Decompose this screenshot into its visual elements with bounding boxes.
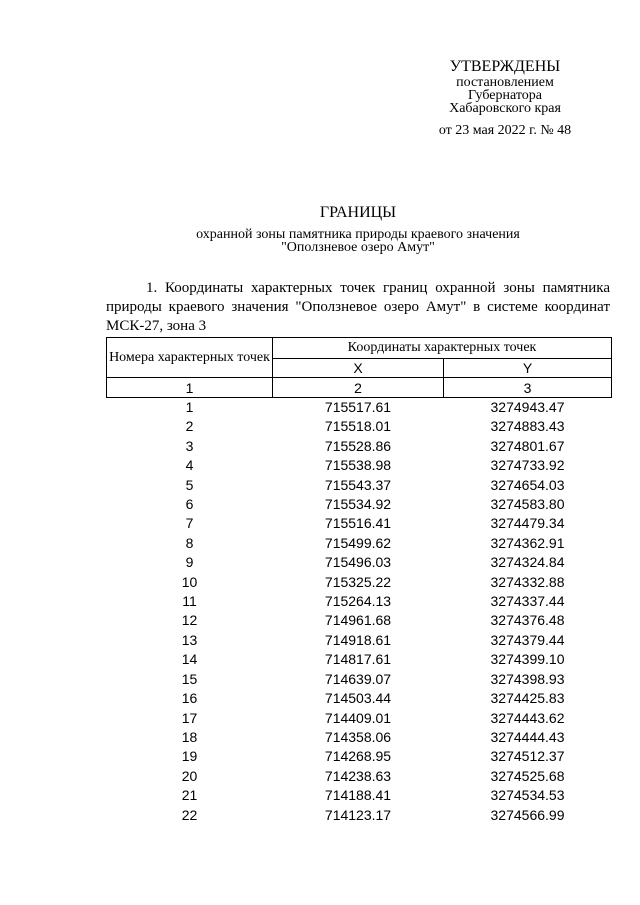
table-row [107,670,612,689]
table-row [107,553,612,572]
header-coordinates: Координаты характерных точек [273,338,612,359]
approval-line-1: постановлением [456,75,554,90]
y-coordinate-cell: 3274332.88 [490,573,565,590]
column-number-1: 1 [107,378,273,398]
y-coordinate-cell: 3274525.68 [490,767,565,784]
paragraph-line-1: 1. Координаты характерных точек границ охранной зоны памятника [146,280,610,296]
table-row [107,728,612,747]
x-coordinate-cell: 714817.61 [324,651,392,668]
document-subtitle-2: "Оползневое озеро Амут" [281,240,435,255]
y-coordinate-cell: 3274534.53 [490,787,565,804]
x-coordinate-cell: 714503.44 [324,690,392,707]
point-number-cell: 15 [181,670,198,687]
y-coordinate-cell: 3274379.44 [490,631,565,648]
y-coordinate-cell: 3274444.43 [490,728,565,745]
x-coordinate-cell: 715517.61 [324,399,392,415]
y-coordinate-cell: 3274398.93 [490,670,565,687]
column-number-2: 2 [273,378,444,398]
point-number-cell: 16 [181,690,198,707]
point-number-cell: 17 [181,709,198,726]
approval-title: УТВЕРЖДЕНЫ [449,58,561,75]
point-number-cell: 3 [185,437,194,454]
coordinates-table-body [107,398,612,825]
y-coordinate-cell: 3274376.48 [490,612,565,629]
y-coordinate-cell: 3274425.83 [490,690,565,707]
table-row [107,417,612,436]
document-subtitle-1: охранной зоны памятника природы краевого значения [196,227,520,242]
coordinates-table [106,337,612,825]
coordinates-paragraph [106,279,610,336]
table-row [107,709,612,728]
table-row [107,592,612,611]
y-coordinate-cell: 3274512.37 [490,748,565,765]
point-number-cell: 11 [182,593,197,610]
point-number-cell: 14 [181,651,198,668]
approval-line-2: Губернатора [467,88,543,103]
y-coordinate-cell: 3274801.67 [490,437,565,454]
header-y: Y [444,359,612,378]
table-row [107,437,612,456]
x-coordinate-cell: 714409.01 [324,709,392,726]
point-number-cell: 5 [185,476,194,493]
x-coordinate-cell: 714358.06 [324,728,392,745]
x-coordinate-cell: 715499.62 [324,534,392,551]
x-coordinate-cell: 715528.86 [324,437,392,454]
point-number-cell: 1 [185,399,194,415]
x-coordinate-cell: 714268.95 [324,748,392,765]
x-coordinate-cell: 715538.98 [324,457,392,474]
y-coordinate-cell: 3274337.44 [490,593,565,610]
x-coordinate-cell: 715264.13 [324,593,392,610]
x-coordinate-cell: 714238.63 [324,767,392,784]
point-number-cell: 19 [181,748,198,765]
point-number-cell: 22 [181,806,198,823]
point-number-cell: 2 [185,418,194,435]
y-coordinate-cell: 3274583.80 [490,496,565,513]
x-coordinate-cell: 715496.03 [324,554,392,571]
document-title: ГРАНИЦЫ [319,204,397,221]
table-row [107,398,612,418]
table-row [107,495,612,514]
approval-date: от 23 мая 2022 г. № 48 [438,123,572,138]
y-coordinate-cell: 3274479.34 [490,515,565,532]
point-number-cell: 13 [181,631,198,648]
table-row [107,689,612,708]
point-number-cell: 6 [185,496,194,513]
table-row [107,514,612,533]
x-coordinate-cell: 714961.68 [324,612,392,629]
table-row [107,456,612,475]
x-coordinate-cell: 714188.41 [324,787,392,804]
table-row [107,767,612,786]
point-number-cell: 7 [185,515,194,532]
point-number-cell: 21 [181,787,198,804]
y-coordinate-cell: 3274883.43 [490,418,565,435]
y-coordinate-cell: 3274324.84 [490,554,565,571]
table-row [107,650,612,669]
point-number-cell: 8 [185,534,194,551]
y-coordinate-cell: 3274362.91 [490,534,565,551]
point-number-cell: 10 [181,573,198,590]
y-coordinate-cell: 3274399.10 [490,651,565,668]
point-number-cell: 9 [185,554,194,571]
y-coordinate-cell: 3274443.62 [490,709,565,726]
table-row [107,786,612,805]
x-coordinate-cell: 714918.61 [324,631,392,648]
y-coordinate-cell: 3274566.99 [490,806,565,823]
table-row [107,476,612,495]
point-number-cell: 18 [181,728,198,745]
x-coordinate-cell: 715518.01 [324,418,392,435]
table-row [107,534,612,553]
point-number-cell: 12 [181,612,198,629]
table-row [107,747,612,766]
x-coordinate-cell: 714123.17 [324,806,392,823]
point-number-cell: 4 [185,457,194,474]
approval-line-3: Хабаровского края [449,101,561,116]
paragraph-line-2: природы краевого значения "Оползневое озеро Амут" в системе координат [106,299,610,315]
x-coordinate-cell: 715543.37 [324,476,392,493]
header-point-numbers: Номера характерных точек [107,338,273,378]
x-coordinate-cell: 715325.22 [324,573,392,590]
point-number-cell: 20 [181,767,198,784]
column-number-3: 3 [444,378,612,398]
table-row [107,806,612,825]
y-coordinate-cell: 3274943.47 [490,399,565,415]
y-coordinate-cell: 3274733.92 [490,457,565,474]
x-coordinate-cell: 715534.92 [324,496,392,513]
table-row [107,573,612,592]
table-row [107,611,612,630]
x-coordinate-cell: 714639.07 [324,670,392,687]
x-coordinate-cell: 715516.41 [324,515,392,532]
paragraph-line-3: МСК-27, зона 3 [106,318,207,334]
document-title-block [0,204,640,254]
header-x: X [273,359,444,378]
approval-block [400,58,610,139]
y-coordinate-cell: 3274654.03 [490,476,565,493]
table-row [107,631,612,650]
